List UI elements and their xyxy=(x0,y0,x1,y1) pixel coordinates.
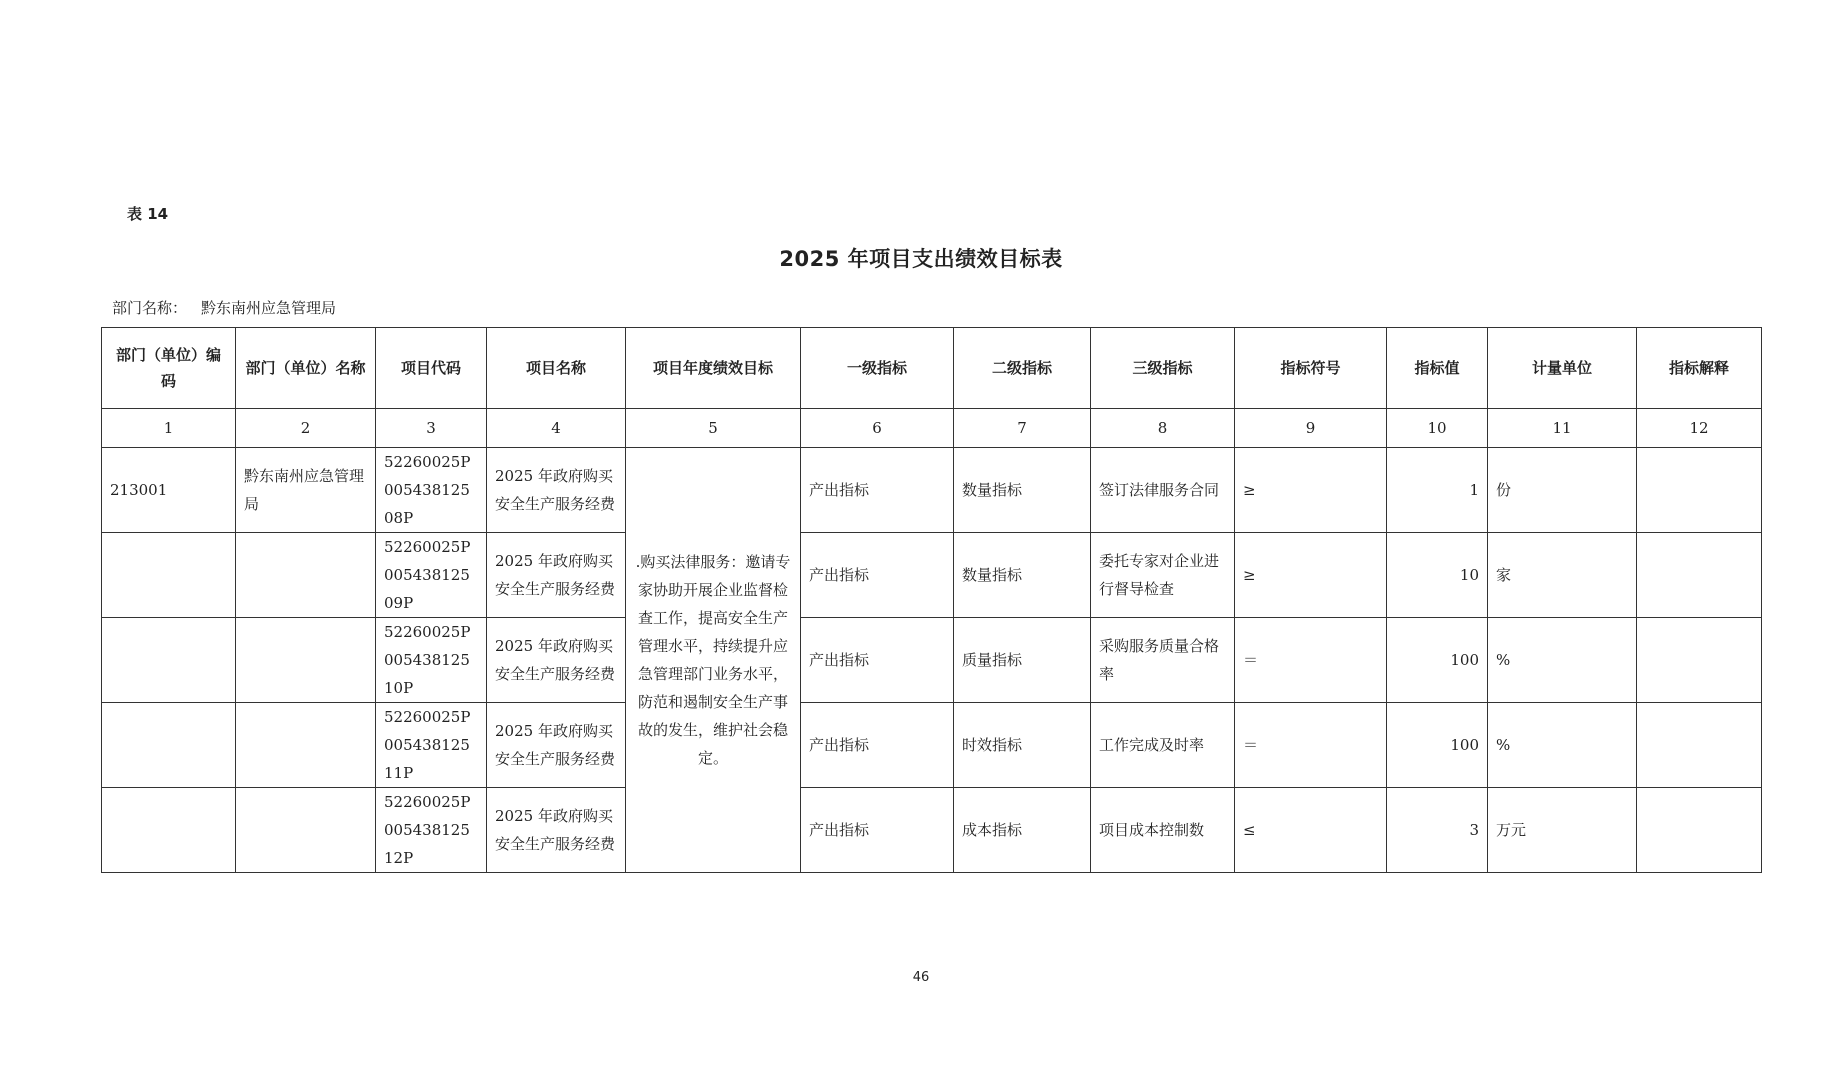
column-number: 8 xyxy=(1091,409,1235,448)
value-cell: 100 xyxy=(1387,618,1488,703)
column-number: 6 xyxy=(801,409,954,448)
level1-cell: 产出指标 xyxy=(801,618,954,703)
column-number: 2 xyxy=(236,409,376,448)
performance-target-table xyxy=(101,327,1762,873)
dept-name-cell xyxy=(236,533,376,618)
symbol-cell: ＝ xyxy=(1235,703,1387,788)
dept-code-cell xyxy=(102,788,236,873)
header-project-name: 项目名称 xyxy=(487,328,626,409)
level3-cell: 委托专家对企业进行督导检查 xyxy=(1091,533,1235,618)
unit-cell: 家 xyxy=(1488,533,1637,618)
table-row xyxy=(102,618,1762,703)
table-row xyxy=(102,533,1762,618)
department-value: 黔东南州应急管理局 xyxy=(201,299,337,317)
header-row xyxy=(102,328,1762,409)
table-row xyxy=(102,788,1762,873)
symbol-cell: ≥ xyxy=(1235,448,1387,533)
symbol-cell: ＝ xyxy=(1235,618,1387,703)
header-level2: 二级指标 xyxy=(954,328,1091,409)
column-number: 3 xyxy=(376,409,487,448)
dept-name-cell xyxy=(236,618,376,703)
explain-cell xyxy=(1637,533,1762,618)
level2-cell: 时效指标 xyxy=(954,703,1091,788)
header-level1: 一级指标 xyxy=(801,328,954,409)
project-code-cell: 52260025P00543812510P xyxy=(376,618,487,703)
header-annual-goal: 项目年度绩效目标 xyxy=(626,328,801,409)
dept-name-cell: 黔东南州应急管理局 xyxy=(236,448,376,533)
project-name-cell: 2025 年政府购买安全生产服务经费 xyxy=(487,618,626,703)
column-number: 5 xyxy=(626,409,801,448)
explain-cell xyxy=(1637,618,1762,703)
project-name-cell: 2025 年政府购买安全生产服务经费 xyxy=(487,703,626,788)
header-dept-code: 部门（单位）编码 xyxy=(102,328,236,409)
column-number: 7 xyxy=(954,409,1091,448)
department-line xyxy=(112,297,336,318)
value-cell: 1 xyxy=(1387,448,1488,533)
header-symbol: 指标符号 xyxy=(1235,328,1387,409)
symbol-cell: ≥ xyxy=(1235,533,1387,618)
dept-code-cell: 213001 xyxy=(102,448,236,533)
department-label: 部门名称： xyxy=(112,299,188,317)
column-number: 1 xyxy=(102,409,236,448)
project-name-cell: 2025 年政府购买安全生产服务经费 xyxy=(487,533,626,618)
level1-cell: 产出指标 xyxy=(801,703,954,788)
unit-cell: 份 xyxy=(1488,448,1637,533)
dept-code-cell xyxy=(102,703,236,788)
column-number: 11 xyxy=(1488,409,1637,448)
value-cell: 3 xyxy=(1387,788,1488,873)
annual-goal-cell: .购买法律服务：邀请专家协助开展企业监督检查工作，提高安全生产管理水平，持续提升应急管理部门业务水平，防范和遏制安全生产事故的发生，维护社会稳定。 xyxy=(626,448,801,873)
header-dept-name: 部门（单位）名称 xyxy=(236,328,376,409)
project-code-cell: 52260025P00543812511P xyxy=(376,703,487,788)
table-row xyxy=(102,703,1762,788)
project-name-cell: 2025 年政府购买安全生产服务经费 xyxy=(487,788,626,873)
level2-cell: 成本指标 xyxy=(954,788,1091,873)
level3-cell: 项目成本控制数 xyxy=(1091,788,1235,873)
level3-cell: 工作完成及时率 xyxy=(1091,703,1235,788)
level1-cell: 产出指标 xyxy=(801,448,954,533)
value-cell: 100 xyxy=(1387,703,1488,788)
table-row xyxy=(102,448,1762,533)
unit-cell: % xyxy=(1488,703,1637,788)
unit-cell: 万元 xyxy=(1488,788,1637,873)
dept-name-cell xyxy=(236,703,376,788)
level2-cell: 质量指标 xyxy=(954,618,1091,703)
value-cell: 10 xyxy=(1387,533,1488,618)
explain-cell xyxy=(1637,448,1762,533)
column-number: 4 xyxy=(487,409,626,448)
header-value: 指标值 xyxy=(1387,328,1488,409)
explain-cell xyxy=(1637,703,1762,788)
header-level3: 三级指标 xyxy=(1091,328,1235,409)
document-title: 2025 年项目支出绩效目标表 xyxy=(779,247,1063,271)
column-number-row xyxy=(102,409,1762,448)
page-number: 46 xyxy=(912,970,930,985)
level3-cell: 签订法律服务合同 xyxy=(1091,448,1235,533)
column-number: 10 xyxy=(1387,409,1488,448)
unit-cell: % xyxy=(1488,618,1637,703)
project-code-cell: 52260025P00543812509P xyxy=(376,533,487,618)
project-code-cell: 52260025P00543812512P xyxy=(376,788,487,873)
column-number: 12 xyxy=(1637,409,1762,448)
table-number: 表 14 xyxy=(127,205,169,223)
column-number: 9 xyxy=(1235,409,1387,448)
header-explain: 指标解释 xyxy=(1637,328,1762,409)
symbol-cell: ≤ xyxy=(1235,788,1387,873)
dept-code-cell xyxy=(102,533,236,618)
project-name-cell: 2025 年政府购买安全生产服务经费 xyxy=(487,448,626,533)
header-unit: 计量单位 xyxy=(1488,328,1637,409)
level1-cell: 产出指标 xyxy=(801,533,954,618)
dept-name-cell xyxy=(236,788,376,873)
explain-cell xyxy=(1637,788,1762,873)
project-code-cell: 52260025P00543812508P xyxy=(376,448,487,533)
dept-code-cell xyxy=(102,618,236,703)
level1-cell: 产出指标 xyxy=(801,788,954,873)
level2-cell: 数量指标 xyxy=(954,448,1091,533)
level3-cell: 采购服务质量合格率 xyxy=(1091,618,1235,703)
level2-cell: 数量指标 xyxy=(954,533,1091,618)
header-project-code: 项目代码 xyxy=(376,328,487,409)
